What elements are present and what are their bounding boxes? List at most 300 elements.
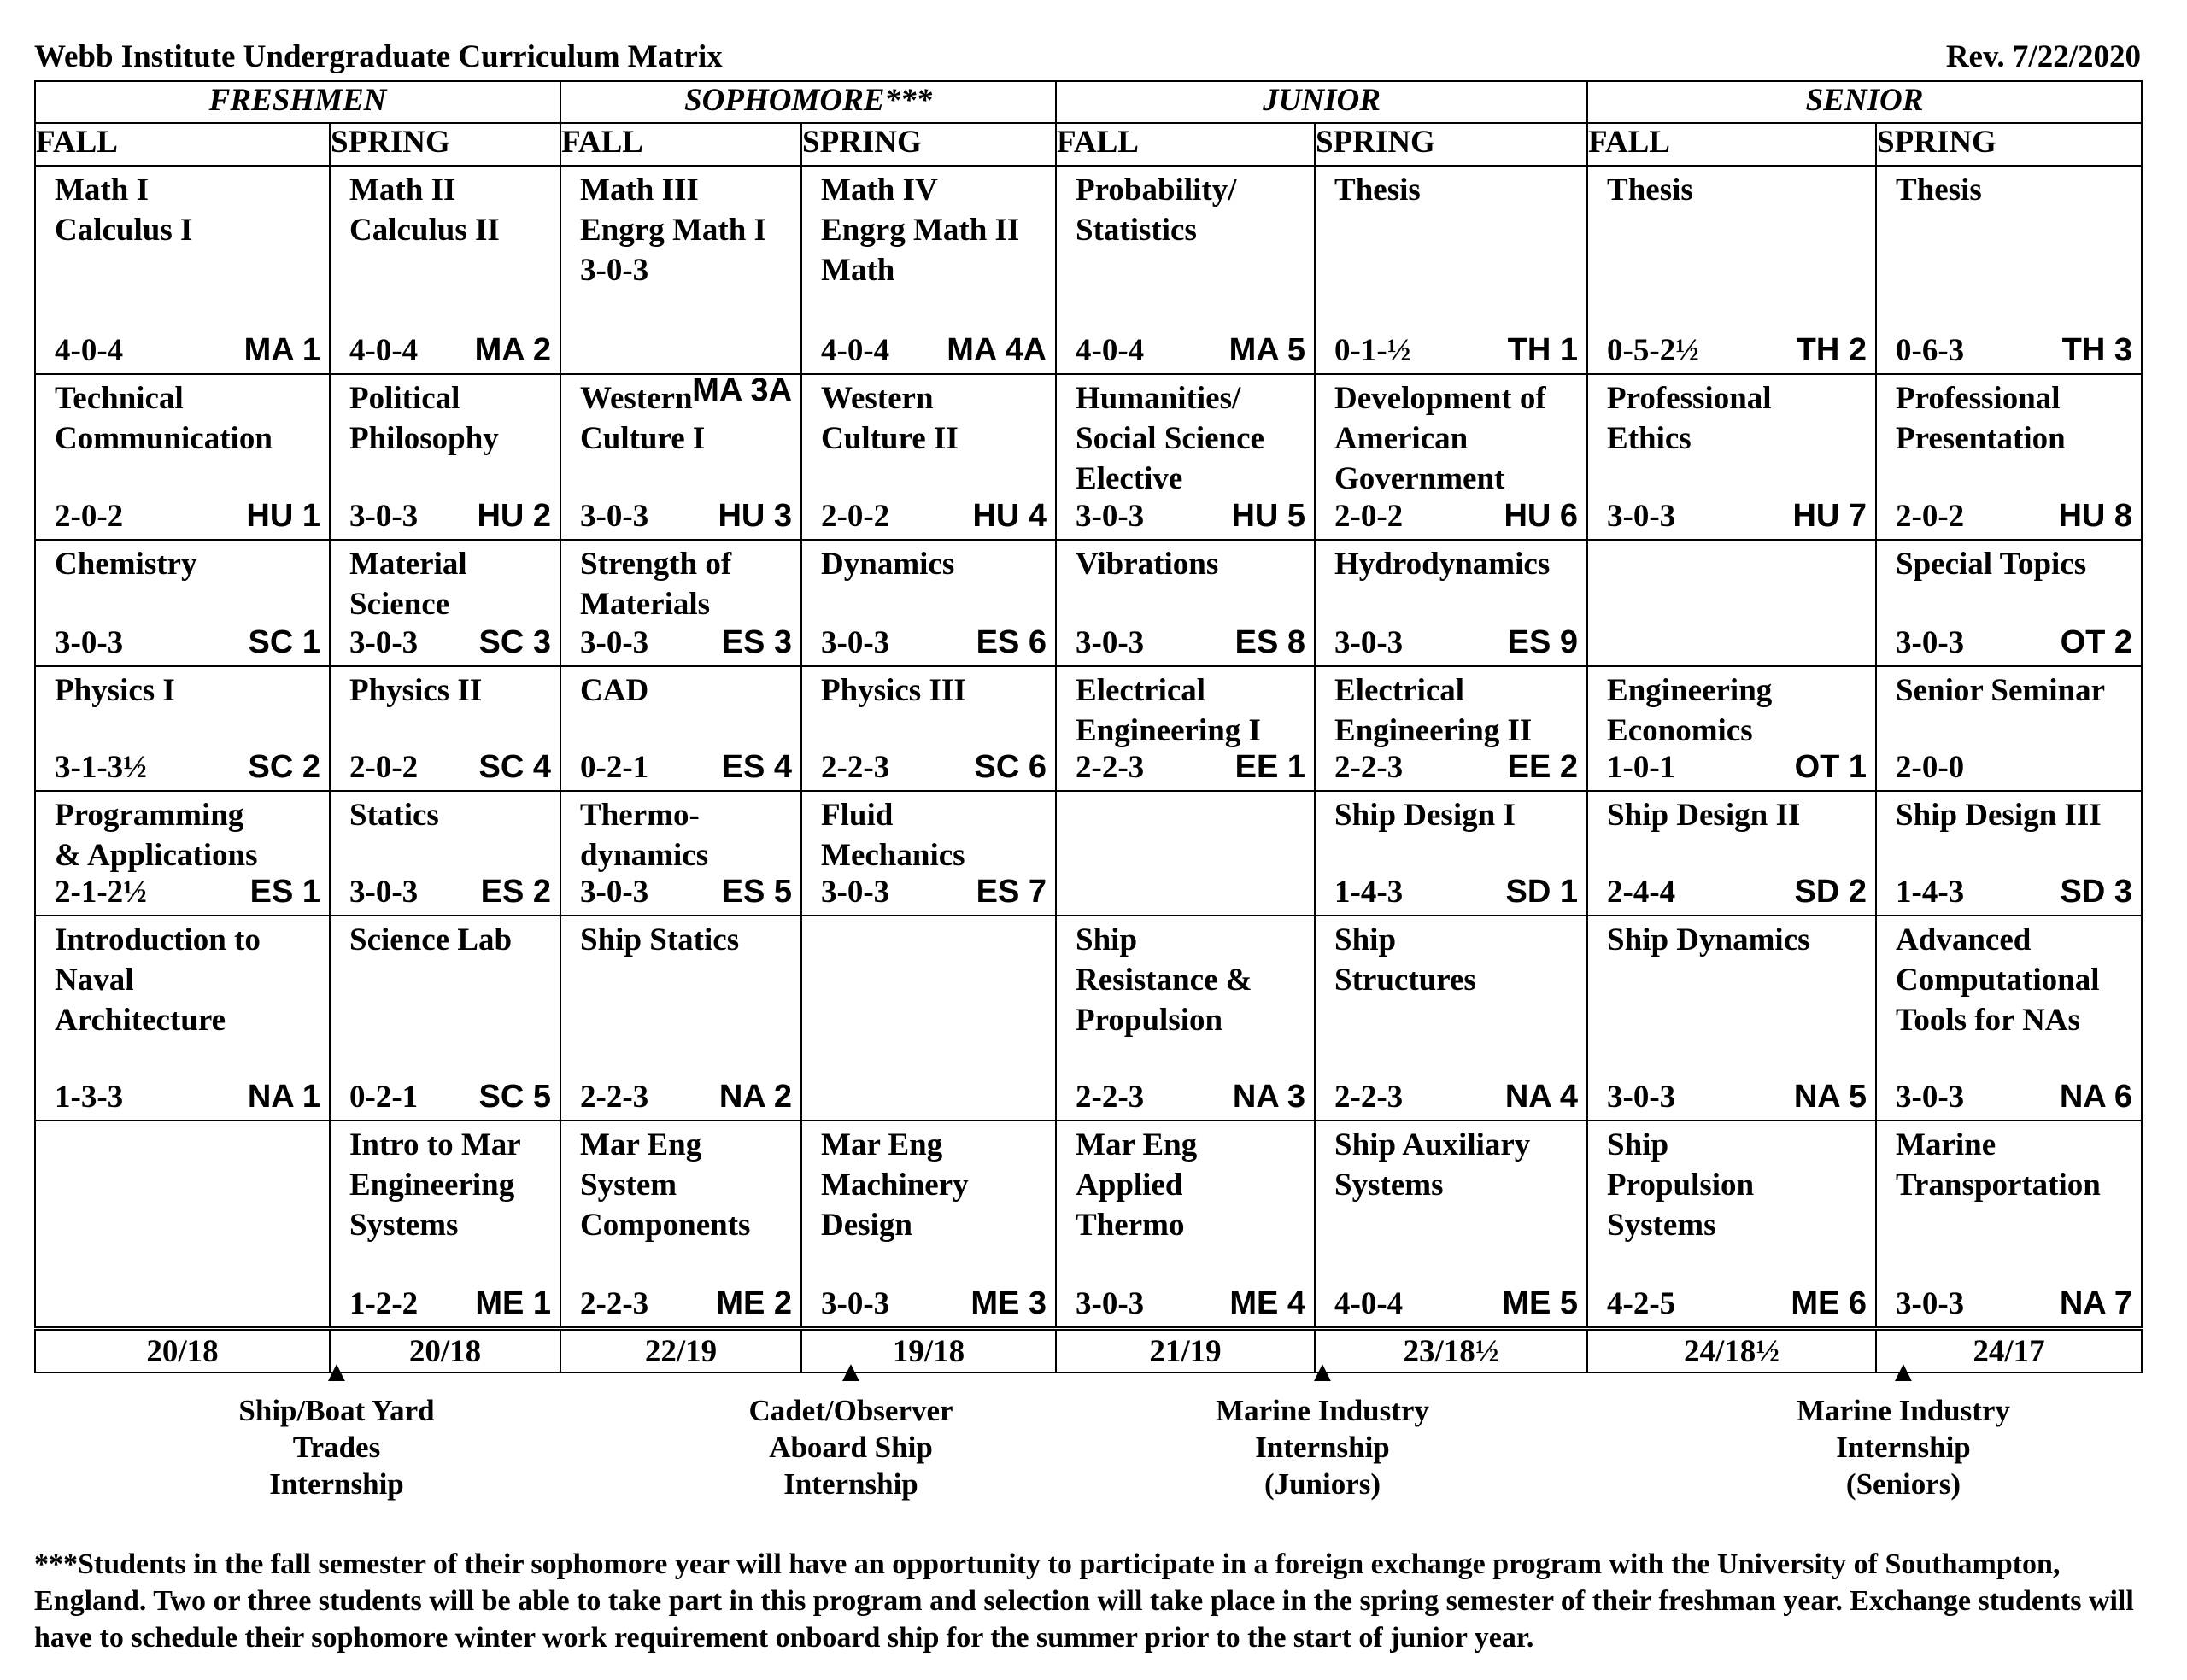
course-title: Dynamics [821, 547, 955, 582]
document-header [34, 41, 2141, 73]
internship-senior [1724, 1358, 2083, 1502]
course-footer [821, 496, 1047, 536]
course-credits: 0-6-3 [1896, 333, 1965, 368]
course-code: ES 3 [721, 624, 793, 660]
course-title: Math IV Engrg Math II Math [821, 173, 1020, 288]
course-cell [1587, 540, 1876, 666]
course-credits: 3-0-3 [349, 499, 419, 534]
course-title: Ship Statics [580, 922, 740, 957]
course-code: SC 4 [478, 749, 552, 785]
course-code: SC 2 [248, 749, 320, 785]
course-footer [580, 1284, 792, 1324]
course-title: Ship Design I [1334, 798, 1516, 833]
course-title: Advanced Computational Tools for NAs [1896, 922, 2100, 1038]
course-cell [330, 1121, 560, 1329]
course-cell [1056, 916, 1315, 1121]
course-code: SC 1 [248, 624, 320, 660]
course-credits: 2-2-3 [580, 1286, 649, 1321]
course-title: Intro to Mar Engineering Systems [349, 1127, 521, 1243]
course-footer [1334, 1284, 1578, 1324]
course-footer [1334, 872, 1578, 912]
course-credits: 2-2-3 [1076, 1080, 1145, 1115]
course-footer [1607, 1077, 1867, 1117]
course-title: Hydrodynamics [1334, 547, 1551, 582]
course-row [35, 666, 2142, 791]
course-title: Mar Eng Machinery Design [821, 1127, 969, 1243]
course-credits: 3-0-3 [1607, 499, 1676, 534]
course-title: Development of American Government [1334, 381, 1546, 496]
course-footer [580, 872, 792, 912]
course-credits: 3-0-3 [580, 499, 649, 534]
course-footer [349, 1284, 551, 1324]
course-footer [580, 623, 792, 663]
course-code: HU 1 [246, 498, 320, 534]
course-cell [1056, 374, 1315, 540]
course-credits: 2-0-2 [349, 750, 419, 785]
course-code: ME 1 [475, 1285, 552, 1321]
year-header-row [35, 81, 2142, 123]
course-title: Electrical Engineering I [1076, 673, 1261, 748]
course-code: MA 2 [474, 332, 552, 368]
course-credits: 3-1-3½ [55, 750, 147, 785]
semester-header-row [35, 123, 2142, 166]
course-credits: 3-0-3 [1607, 1080, 1676, 1115]
course-title: Western Culture II [821, 381, 959, 456]
course-credits: 3-0-3 [1896, 625, 1965, 660]
course-title: Ship Structures [1334, 922, 1476, 998]
course-footer [55, 1077, 320, 1117]
course-cell [1315, 666, 1587, 791]
course-credits: 3-0-3 [821, 875, 890, 910]
up-arrow-icon: ▲ [1889, 1356, 1918, 1388]
course-code: ME 4 [1229, 1285, 1306, 1321]
course-footer [1334, 496, 1578, 536]
course-row [35, 540, 2142, 666]
course-cell [1587, 374, 1876, 540]
course-title: Introduction to Naval Architecture [55, 922, 261, 1038]
course-code: SD 2 [1794, 874, 1867, 910]
course-title: Physics III [821, 673, 966, 708]
course-credits: 1-3-3 [55, 1080, 124, 1115]
course-code: HU 7 [1792, 498, 1867, 534]
course-title: Physics I [55, 673, 175, 708]
course-cell [1056, 1121, 1315, 1329]
course-credits: 2-2-3 [1334, 1080, 1404, 1115]
course-code: TH 1 [1507, 332, 1579, 368]
course-code: NA 6 [2059, 1079, 2133, 1115]
course-footer [1607, 1284, 1867, 1324]
course-title: Professional Ethics [1607, 381, 1772, 456]
course-title: Ship Auxiliary Systems [1334, 1127, 1531, 1203]
year-senior: SENIOR [1587, 81, 2142, 123]
course-cell [35, 791, 330, 916]
semester-header: FALL [35, 123, 330, 166]
internship-sophomore [671, 1358, 1030, 1502]
course-footer [1896, 1284, 2132, 1324]
course-rows [35, 166, 2142, 1329]
course-credits: 2-2-3 [821, 750, 890, 785]
course-footer [821, 623, 1047, 663]
course-cell [1876, 916, 2142, 1121]
course-code: NA 7 [2059, 1285, 2133, 1321]
course-cell [801, 374, 1056, 540]
credit-total: 24/17 [1876, 1329, 2142, 1373]
course-cell [801, 166, 1056, 374]
course-footer [349, 331, 551, 371]
semester-header: SPRING [330, 123, 560, 166]
course-code: SC 6 [974, 749, 1047, 785]
course-credits: 0-1-½ [1334, 333, 1411, 368]
course-cell [1876, 374, 2142, 540]
credit-total: 20/18 [35, 1329, 330, 1373]
course-title: Thesis [1607, 173, 1693, 208]
course-footer [1896, 496, 2132, 536]
course-code: ES 9 [1507, 624, 1579, 660]
course-cell [330, 916, 560, 1121]
course-code: SC 3 [478, 624, 552, 660]
course-credits: 2-0-2 [55, 499, 124, 534]
course-code: NA 3 [1232, 1079, 1306, 1115]
up-arrow-icon: ▲ [836, 1356, 865, 1388]
course-credits: 2-4-4 [1607, 875, 1676, 910]
course-cell [801, 791, 1056, 916]
course-credits: 1-4-3 [1334, 875, 1404, 910]
course-credits: 3-0-3 [1076, 625, 1145, 660]
course-title: Electrical Engineering II [1334, 673, 1533, 748]
course-cell [560, 540, 801, 666]
course-cell [1056, 666, 1315, 791]
course-title: Strength of Materials [580, 547, 732, 622]
course-credits: 2-1-2½ [55, 875, 147, 910]
course-code: EE 1 [1234, 749, 1306, 785]
course-credits: 1-2-2 [349, 1286, 419, 1321]
internship-junior [1143, 1358, 1502, 1502]
course-footer [1334, 331, 1578, 371]
course-cell [330, 791, 560, 916]
course-title: Political Philosophy [349, 381, 499, 456]
course-row [35, 916, 2142, 1121]
course-code: EE 2 [1507, 749, 1579, 785]
course-footer [1896, 1077, 2132, 1117]
course-credits: 2-0-2 [821, 499, 890, 534]
course-cell [1587, 666, 1876, 791]
course-footer [1607, 872, 1867, 912]
course-cell [560, 666, 801, 791]
course-footer [1607, 747, 1867, 787]
internship-label: Ship/Boat Yard Trades Internship [238, 1394, 435, 1501]
course-credits: 2-0-0 [1896, 750, 1965, 785]
course-code: TH 3 [2061, 332, 2133, 368]
course-cell [1315, 791, 1587, 916]
course-footer [1334, 747, 1578, 787]
course-code: HU 3 [718, 498, 793, 534]
internship-label: Marine Industry Internship (Seniors) [1797, 1394, 2010, 1501]
course-footer [821, 872, 1047, 912]
course-credits: 4-2-5 [1607, 1286, 1676, 1321]
course-title: Special Topics [1896, 547, 2087, 582]
course-cell [560, 791, 801, 916]
course-title: Engineering Economics [1607, 673, 1773, 748]
course-cell [35, 540, 330, 666]
document-title: Webb Institute Undergraduate Curriculum Matrix [34, 39, 723, 74]
semester-header: FALL [1056, 123, 1315, 166]
course-code: ES 6 [976, 624, 1047, 660]
course-cell [801, 666, 1056, 791]
course-title: Mar Eng Applied Thermo [1076, 1127, 1198, 1243]
course-title: Western Culture I [580, 381, 706, 456]
course-credits: 3-0-3 [349, 625, 419, 660]
course-credits: 4-0-4 [349, 333, 419, 368]
credit-total: 21/19 [1056, 1329, 1315, 1373]
credit-total: 22/19 [560, 1329, 801, 1373]
course-cell [35, 916, 330, 1121]
course-code: OT 1 [1794, 749, 1867, 785]
course-code: MA 1 [243, 332, 320, 368]
course-code: ES 8 [1234, 624, 1306, 660]
course-title: Ship Dynamics [1607, 922, 1810, 957]
course-code: ES 1 [249, 874, 320, 910]
course-title: Thesis [1334, 173, 1421, 208]
course-code: MA 3A [692, 372, 793, 408]
course-cell [1056, 791, 1315, 916]
course-cell [801, 1121, 1056, 1329]
course-credits: 3-0-3 [580, 625, 649, 660]
course-credits: 3-0-3 [1076, 1286, 1145, 1321]
up-arrow-icon: ▲ [1308, 1356, 1337, 1388]
course-code: HU 8 [2058, 498, 2133, 534]
course-code: MA 5 [1228, 332, 1306, 368]
course-code: MA 4A [947, 332, 1047, 368]
course-code: HU 5 [1231, 498, 1306, 534]
course-footer [349, 747, 551, 787]
internship-label: Marine Industry Internship (Juniors) [1216, 1394, 1429, 1501]
semester-header: SPRING [801, 123, 1056, 166]
course-code: ES 4 [721, 749, 793, 785]
course-footer [1076, 623, 1305, 663]
course-title: Ship Propulsion Systems [1607, 1127, 1755, 1243]
course-cell [330, 666, 560, 791]
course-code: ES 7 [976, 874, 1047, 910]
course-credits: 2-2-3 [1334, 750, 1404, 785]
course-title: Ship Resistance & Propulsion [1076, 922, 1252, 1038]
course-credits: 2-0-2 [1334, 499, 1404, 534]
course-footer [1896, 623, 2132, 663]
internship-label: Cadet/Observer Aboard Ship Internship [748, 1394, 953, 1501]
course-cell [1876, 166, 2142, 374]
course-cell [1587, 1121, 1876, 1329]
course-footer [1896, 331, 2132, 371]
course-cell [330, 374, 560, 540]
course-credits: 3-0-3 [1896, 1286, 1965, 1321]
revision-date: Rev. 7/22/2020 [1945, 39, 2141, 74]
course-credits: 4-0-4 [55, 333, 124, 368]
course-cell [560, 1121, 801, 1329]
course-credits: 2-0-2 [1896, 499, 1965, 534]
course-credits: 4-0-4 [1334, 1286, 1404, 1321]
course-title: Math I Calculus I [55, 173, 193, 248]
course-cell [330, 540, 560, 666]
curriculum-matrix [34, 80, 2143, 1373]
course-cell [1315, 540, 1587, 666]
course-cell [1056, 166, 1315, 374]
course-code: SC 5 [478, 1079, 552, 1115]
course-footer [55, 747, 320, 787]
year-junior: JUNIOR [1056, 81, 1587, 123]
course-cell [1587, 916, 1876, 1121]
course-title: Math III Engrg Math I 3-0-3 [580, 173, 766, 288]
semester-header: FALL [1587, 123, 1876, 166]
course-footer [821, 1284, 1047, 1324]
course-cell [1587, 166, 1876, 374]
course-code: HU 4 [972, 498, 1047, 534]
internship-freshman [157, 1358, 516, 1502]
course-cell [1315, 916, 1587, 1121]
course-footer [349, 872, 551, 912]
course-title: Senior Seminar [1896, 673, 2105, 708]
course-credits: 1-0-1 [1607, 750, 1676, 785]
course-credits: 3-0-3 [580, 875, 649, 910]
course-title: Ship Design II [1607, 798, 1801, 833]
course-footer [1334, 1077, 1578, 1117]
course-title: Statics [349, 798, 439, 833]
course-row [35, 166, 2142, 374]
course-cell [35, 666, 330, 791]
course-credits: 2-2-3 [580, 1080, 649, 1115]
course-cell [330, 166, 560, 374]
course-code: ME 3 [970, 1285, 1047, 1321]
course-footer [349, 496, 551, 536]
course-footer [1076, 331, 1305, 371]
course-credits: 0-2-1 [349, 1080, 419, 1115]
course-credits: 3-0-3 [1076, 499, 1145, 534]
semester-header: FALL [560, 123, 801, 166]
semester-header: SPRING [1876, 123, 2142, 166]
course-cell [1876, 1121, 2142, 1329]
course-title: Physics II [349, 673, 483, 708]
course-title: CAD [580, 673, 649, 708]
course-footer [55, 623, 320, 663]
course-title: Technical Communication [55, 381, 273, 456]
course-footer [580, 747, 792, 787]
course-cell [560, 166, 801, 408]
course-title: Math II Calculus II [349, 173, 500, 248]
course-cell [1315, 1121, 1587, 1329]
course-footer [580, 496, 792, 536]
course-credits: 3-0-3 [1896, 1080, 1965, 1115]
year-freshmen: FRESHMEN [35, 81, 560, 123]
course-credits: 0-5-2½ [1607, 333, 1699, 368]
course-footer [55, 496, 320, 536]
course-code: ME 6 [1791, 1285, 1867, 1321]
course-cell [560, 916, 801, 1121]
credit-total: 24/18½ [1587, 1329, 1876, 1373]
course-footer [580, 1077, 792, 1117]
course-title: Marine Transportation [1896, 1127, 2101, 1203]
course-title: Programming & Applications [55, 798, 258, 873]
course-footer [1607, 496, 1867, 536]
course-cell [801, 916, 1056, 1121]
course-cell [1876, 666, 2142, 791]
course-title: Thermo- dynamics [580, 798, 709, 873]
course-credits: 1-4-3 [1896, 875, 1965, 910]
course-footer [821, 331, 1047, 371]
course-credits: 4-0-4 [821, 333, 890, 368]
course-footer [1896, 872, 2132, 912]
course-cell [1315, 374, 1587, 540]
year-sophomore: SOPHOMORE*** [560, 81, 1056, 123]
course-cell [1876, 791, 2142, 916]
credit-total: 23/18½ [1315, 1329, 1587, 1373]
course-credits: 3-0-3 [349, 875, 419, 910]
course-row [35, 374, 2142, 540]
course-cell [1876, 540, 2142, 666]
course-code: NA 4 [1504, 1079, 1579, 1115]
course-code: OT 2 [2060, 624, 2133, 660]
course-code: HU 2 [477, 498, 552, 534]
course-footer [1607, 331, 1867, 371]
course-credits: 0-2-1 [580, 750, 649, 785]
course-cell [1315, 166, 1587, 374]
semester-header: SPRING [1315, 123, 1587, 166]
course-title: Professional Presentation [1896, 381, 2066, 456]
course-footer [1076, 1284, 1305, 1324]
course-cell [35, 166, 330, 374]
course-footer [55, 872, 320, 912]
course-row [35, 791, 2142, 916]
course-title: Fluid Mechanics [821, 798, 965, 873]
course-credits: 4-0-4 [1076, 333, 1145, 368]
course-code: NA 5 [1793, 1079, 1867, 1115]
course-footer [1334, 623, 1578, 663]
course-footer [349, 623, 551, 663]
course-credits: 3-0-3 [821, 625, 890, 660]
course-cell [35, 374, 330, 540]
course-footer [349, 1077, 551, 1117]
course-code: NA 1 [247, 1079, 320, 1115]
course-code: HU 6 [1504, 498, 1579, 534]
course-footer [1896, 747, 2132, 787]
course-cell [1587, 791, 1876, 916]
course-cell [35, 1121, 330, 1329]
up-arrow-icon: ▲ [322, 1356, 351, 1388]
course-code: ES 2 [480, 874, 552, 910]
course-cell [560, 374, 801, 540]
course-title: Thesis [1896, 173, 1982, 208]
course-footer [1076, 747, 1305, 787]
course-title: Mar Eng System Components [580, 1127, 751, 1243]
course-code: SD 1 [1505, 874, 1579, 910]
course-title: Material Science [349, 547, 467, 622]
course-credits: 2-2-3 [1076, 750, 1145, 785]
course-footer [1076, 1077, 1305, 1117]
credit-total: 19/18 [801, 1329, 1056, 1373]
course-title: Vibrations [1076, 547, 1219, 582]
course-code: ME 2 [716, 1285, 793, 1321]
course-title: Science Lab [349, 922, 513, 957]
course-code: NA 2 [718, 1079, 793, 1115]
credit-total: 20/18 [330, 1329, 560, 1373]
course-title: Probability/ Statistics [1076, 173, 1237, 248]
course-code: TH 2 [1796, 332, 1867, 368]
course-code: ME 5 [1502, 1285, 1579, 1321]
course-code: SD 3 [2060, 874, 2133, 910]
course-code: ES 5 [721, 874, 793, 910]
course-footer [821, 747, 1047, 787]
course-row [35, 1121, 2142, 1329]
exchange-footnote: ***Students in the fall semester of their sophomore year will have an opportunity to participate in a foreign exchange program with the University of Southampton, England. Two or three students will be able to take part in this program and selection will take place in the spring semester of their freshman year. Exchange students will have to schedule their sophomore winter work requirement onboard ship for the summer prior to the start of junior year. [34, 1548, 2134, 1654]
course-title: Humanities/ Social Science Elective [1076, 381, 1264, 496]
course-title: Ship Design III [1896, 798, 2102, 833]
